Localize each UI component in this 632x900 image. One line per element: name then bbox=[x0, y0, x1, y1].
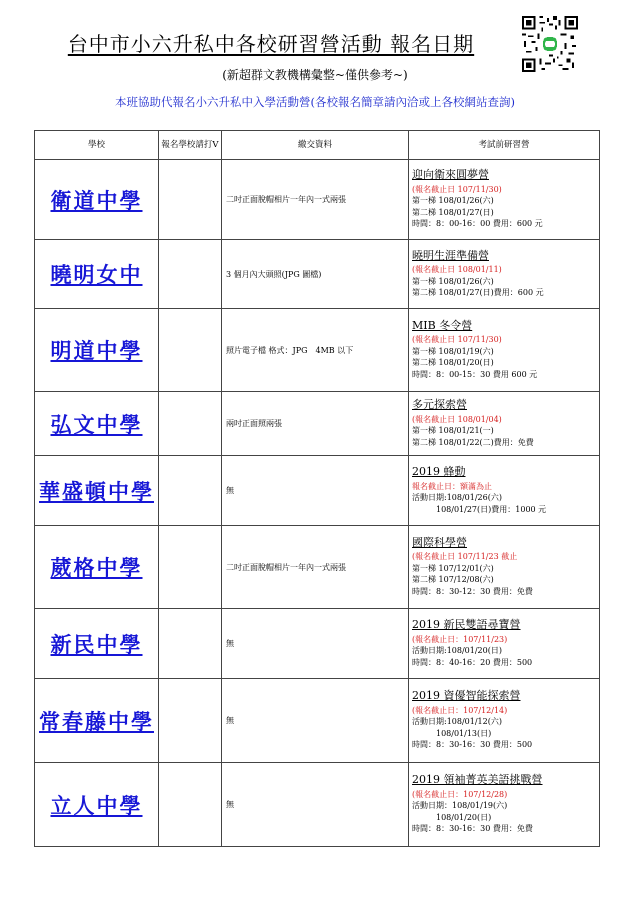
table-row bbox=[35, 526, 600, 609]
camp-line: 第一梯 107/12/01(六) bbox=[412, 563, 494, 573]
qr-code-icon bbox=[522, 16, 578, 72]
school-link[interactable]: 華盛頓中學 bbox=[39, 479, 154, 504]
deadline-text: (報名截止日 107/11/23 截止 bbox=[412, 552, 518, 562]
camp-table bbox=[34, 130, 600, 847]
school-cell bbox=[35, 309, 159, 392]
school-link[interactable]: 葳格中學 bbox=[50, 556, 143, 580]
check-cell[interactable] bbox=[159, 456, 222, 526]
school-link[interactable]: 弘文中學 bbox=[50, 412, 143, 437]
docs-line: 無 bbox=[226, 716, 234, 725]
docs-line: 3 個月內大頭照(JPG 圖檔) bbox=[226, 269, 322, 279]
check-cell[interactable] bbox=[159, 679, 222, 763]
docs-cell bbox=[222, 456, 409, 526]
docs-line: 照片電子檔 bbox=[226, 345, 266, 355]
school-cell bbox=[35, 240, 159, 309]
page-subtitle: (新超群文教機構彙整~僅供參考~) bbox=[222, 68, 408, 82]
camp-name: 國際科學營 bbox=[412, 535, 467, 549]
docs-cell bbox=[222, 763, 409, 847]
school-cell bbox=[35, 456, 159, 526]
camp-line: 第一梯 108/01/19(六) bbox=[412, 346, 494, 356]
deadline-text: (報名截止日 108/01/11) bbox=[412, 265, 502, 274]
school-link[interactable]: 曉明女中 bbox=[50, 263, 143, 287]
header-docs: 繳交資料 bbox=[222, 131, 409, 160]
check-cell[interactable] bbox=[159, 392, 222, 456]
camp-cell bbox=[409, 392, 600, 456]
camp-cell bbox=[409, 160, 600, 240]
school-link[interactable]: 新民中學 bbox=[50, 632, 143, 657]
school-cell bbox=[35, 609, 159, 679]
camp-name: 2019 新民雙語尋寶營 bbox=[412, 618, 521, 631]
docs-cell bbox=[222, 309, 409, 392]
camp-line: 第二梯 108/01/20(日) bbox=[412, 358, 494, 368]
camp-name: 2019 蜂動 bbox=[412, 465, 466, 478]
deadline-text: (報名截止日：107/11/23) bbox=[412, 634, 508, 644]
camp-line: 時間：8：40-16：20 費用：500 bbox=[412, 657, 533, 667]
school-cell bbox=[35, 392, 159, 456]
camp-line: 時間：8：00-15：30 費用 600 元 bbox=[412, 369, 538, 379]
docs-line: 二吋正面脫帽相片一年內一式兩張 bbox=[226, 195, 346, 204]
camp-name: 2019 資優智能探索營 bbox=[412, 689, 521, 703]
camp-line: 活動日期：108/01/19(六) bbox=[412, 801, 508, 811]
camp-cell bbox=[409, 609, 600, 679]
table-row bbox=[35, 609, 600, 679]
header-camp: 考試前研習營 bbox=[409, 131, 600, 160]
school-cell bbox=[35, 526, 159, 609]
table-row bbox=[35, 456, 600, 526]
camp-name: MIB 冬令營 bbox=[412, 318, 473, 332]
camp-cell bbox=[409, 526, 600, 609]
service-note: 本班協助代報名小六升私中入學活動營(各校報名簡章請內洽或上各校網站查詢) bbox=[115, 95, 515, 109]
school-link[interactable]: 衛道中學 bbox=[50, 188, 143, 213]
table-row bbox=[35, 392, 600, 456]
camp-line: 第二梯 107/12/08(六) bbox=[412, 575, 494, 585]
docs-line: 無 bbox=[226, 800, 234, 809]
deadline-text: (報名截止日 108/01/04) bbox=[412, 414, 502, 424]
camp-line: 活動日期:108/01/26(六) bbox=[412, 493, 502, 502]
school-link[interactable]: 明道中學 bbox=[50, 339, 143, 363]
camp-cell bbox=[409, 456, 600, 526]
camp-line: 活動日期:108/01/12(六) bbox=[412, 717, 502, 727]
docs-cell bbox=[222, 679, 409, 763]
docs-line: 無 bbox=[226, 639, 234, 648]
docs-line: 二吋正面脫帽相片一年內一式兩張 bbox=[226, 562, 346, 572]
camp-line: 時間：8：00-16：00 費用：600 元 bbox=[412, 219, 543, 229]
deadline-text: (報名截止日：107/12/14) bbox=[412, 705, 508, 715]
docs-cell bbox=[222, 609, 409, 679]
camp-name: 曉明生涯準備營 bbox=[412, 248, 489, 262]
header-school: 學校 bbox=[35, 131, 159, 160]
school-cell bbox=[35, 679, 159, 763]
school-link[interactable]: 常春藤中學 bbox=[39, 709, 154, 734]
docs-cell bbox=[222, 240, 409, 309]
camp-name: 迎向衛來圓夢營 bbox=[412, 168, 489, 182]
check-cell[interactable] bbox=[159, 609, 222, 679]
camp-line: 時間：8：30-16：30 費用：500 bbox=[412, 740, 533, 750]
camp-name: 多元探索營 bbox=[412, 398, 467, 411]
check-cell[interactable] bbox=[159, 763, 222, 847]
check-cell[interactable] bbox=[159, 526, 222, 609]
camp-cell bbox=[409, 309, 600, 392]
camp-line: 第二梯 108/01/22(二)費用：免費 bbox=[412, 437, 534, 447]
school-link[interactable]: 立人中學 bbox=[50, 793, 143, 818]
check-cell[interactable] bbox=[159, 240, 222, 309]
camp-line: 第二梯 108/01/27(日) bbox=[412, 207, 494, 217]
docs-cell bbox=[222, 526, 409, 609]
camp-line: 第一梯 108/01/21(一) bbox=[412, 426, 494, 435]
camp-line: 活動日期:108/01/20(日) bbox=[412, 646, 502, 655]
table-row bbox=[35, 240, 600, 309]
table-row bbox=[35, 679, 600, 763]
table-row bbox=[35, 309, 600, 392]
deadline-text: (報名截止日 107/11/30) bbox=[412, 335, 502, 345]
page-title: 台中市小六升私中各校研習營活動 報名日期 bbox=[67, 32, 475, 56]
docs-cell bbox=[222, 392, 409, 456]
camp-cell bbox=[409, 679, 600, 763]
school-cell bbox=[35, 160, 159, 240]
check-cell[interactable] bbox=[159, 309, 222, 392]
table-row bbox=[35, 160, 600, 240]
camp-line: 108/01/13(日) bbox=[412, 728, 492, 738]
camp-line: 第一梯 108/01/26(六) bbox=[412, 276, 494, 286]
camp-line: 時間：8：30-12：30 費用：免費 bbox=[412, 586, 533, 596]
table-row bbox=[35, 763, 600, 847]
camp-line: 時間：8：30-16：30 費用：免費 bbox=[412, 824, 533, 834]
docs-line: 無 bbox=[226, 486, 234, 495]
school-cell bbox=[35, 763, 159, 847]
camp-line: 第二梯 108/01/27(日)費用：600 元 bbox=[412, 288, 544, 297]
camp-line: 第一梯 108/01/26(六) bbox=[412, 196, 494, 206]
camp-cell bbox=[409, 240, 600, 309]
docs-line: 兩吋正面照兩張 bbox=[226, 419, 282, 428]
deadline-text: 報名截止日：額滿為止 bbox=[412, 481, 492, 491]
camp-cell bbox=[409, 763, 600, 847]
table-header-row bbox=[35, 131, 600, 160]
check-cell[interactable] bbox=[159, 160, 222, 240]
deadline-text: (報名截止日 107/11/30) bbox=[412, 184, 502, 194]
header-check: 報名學校請打V bbox=[159, 131, 222, 160]
camp-line: 108/01/27(日)費用：1000 元 bbox=[412, 504, 547, 514]
deadline-text: (報名截止日：107/12/28) bbox=[412, 789, 508, 799]
docs-cell bbox=[222, 160, 409, 240]
camp-name: 2019 領袖菁英美語挑戰營 bbox=[412, 773, 543, 787]
docs-line: 格式：JPG 4MB 以下 bbox=[268, 345, 354, 355]
camp-line: 108/01/20(日) bbox=[412, 812, 492, 822]
